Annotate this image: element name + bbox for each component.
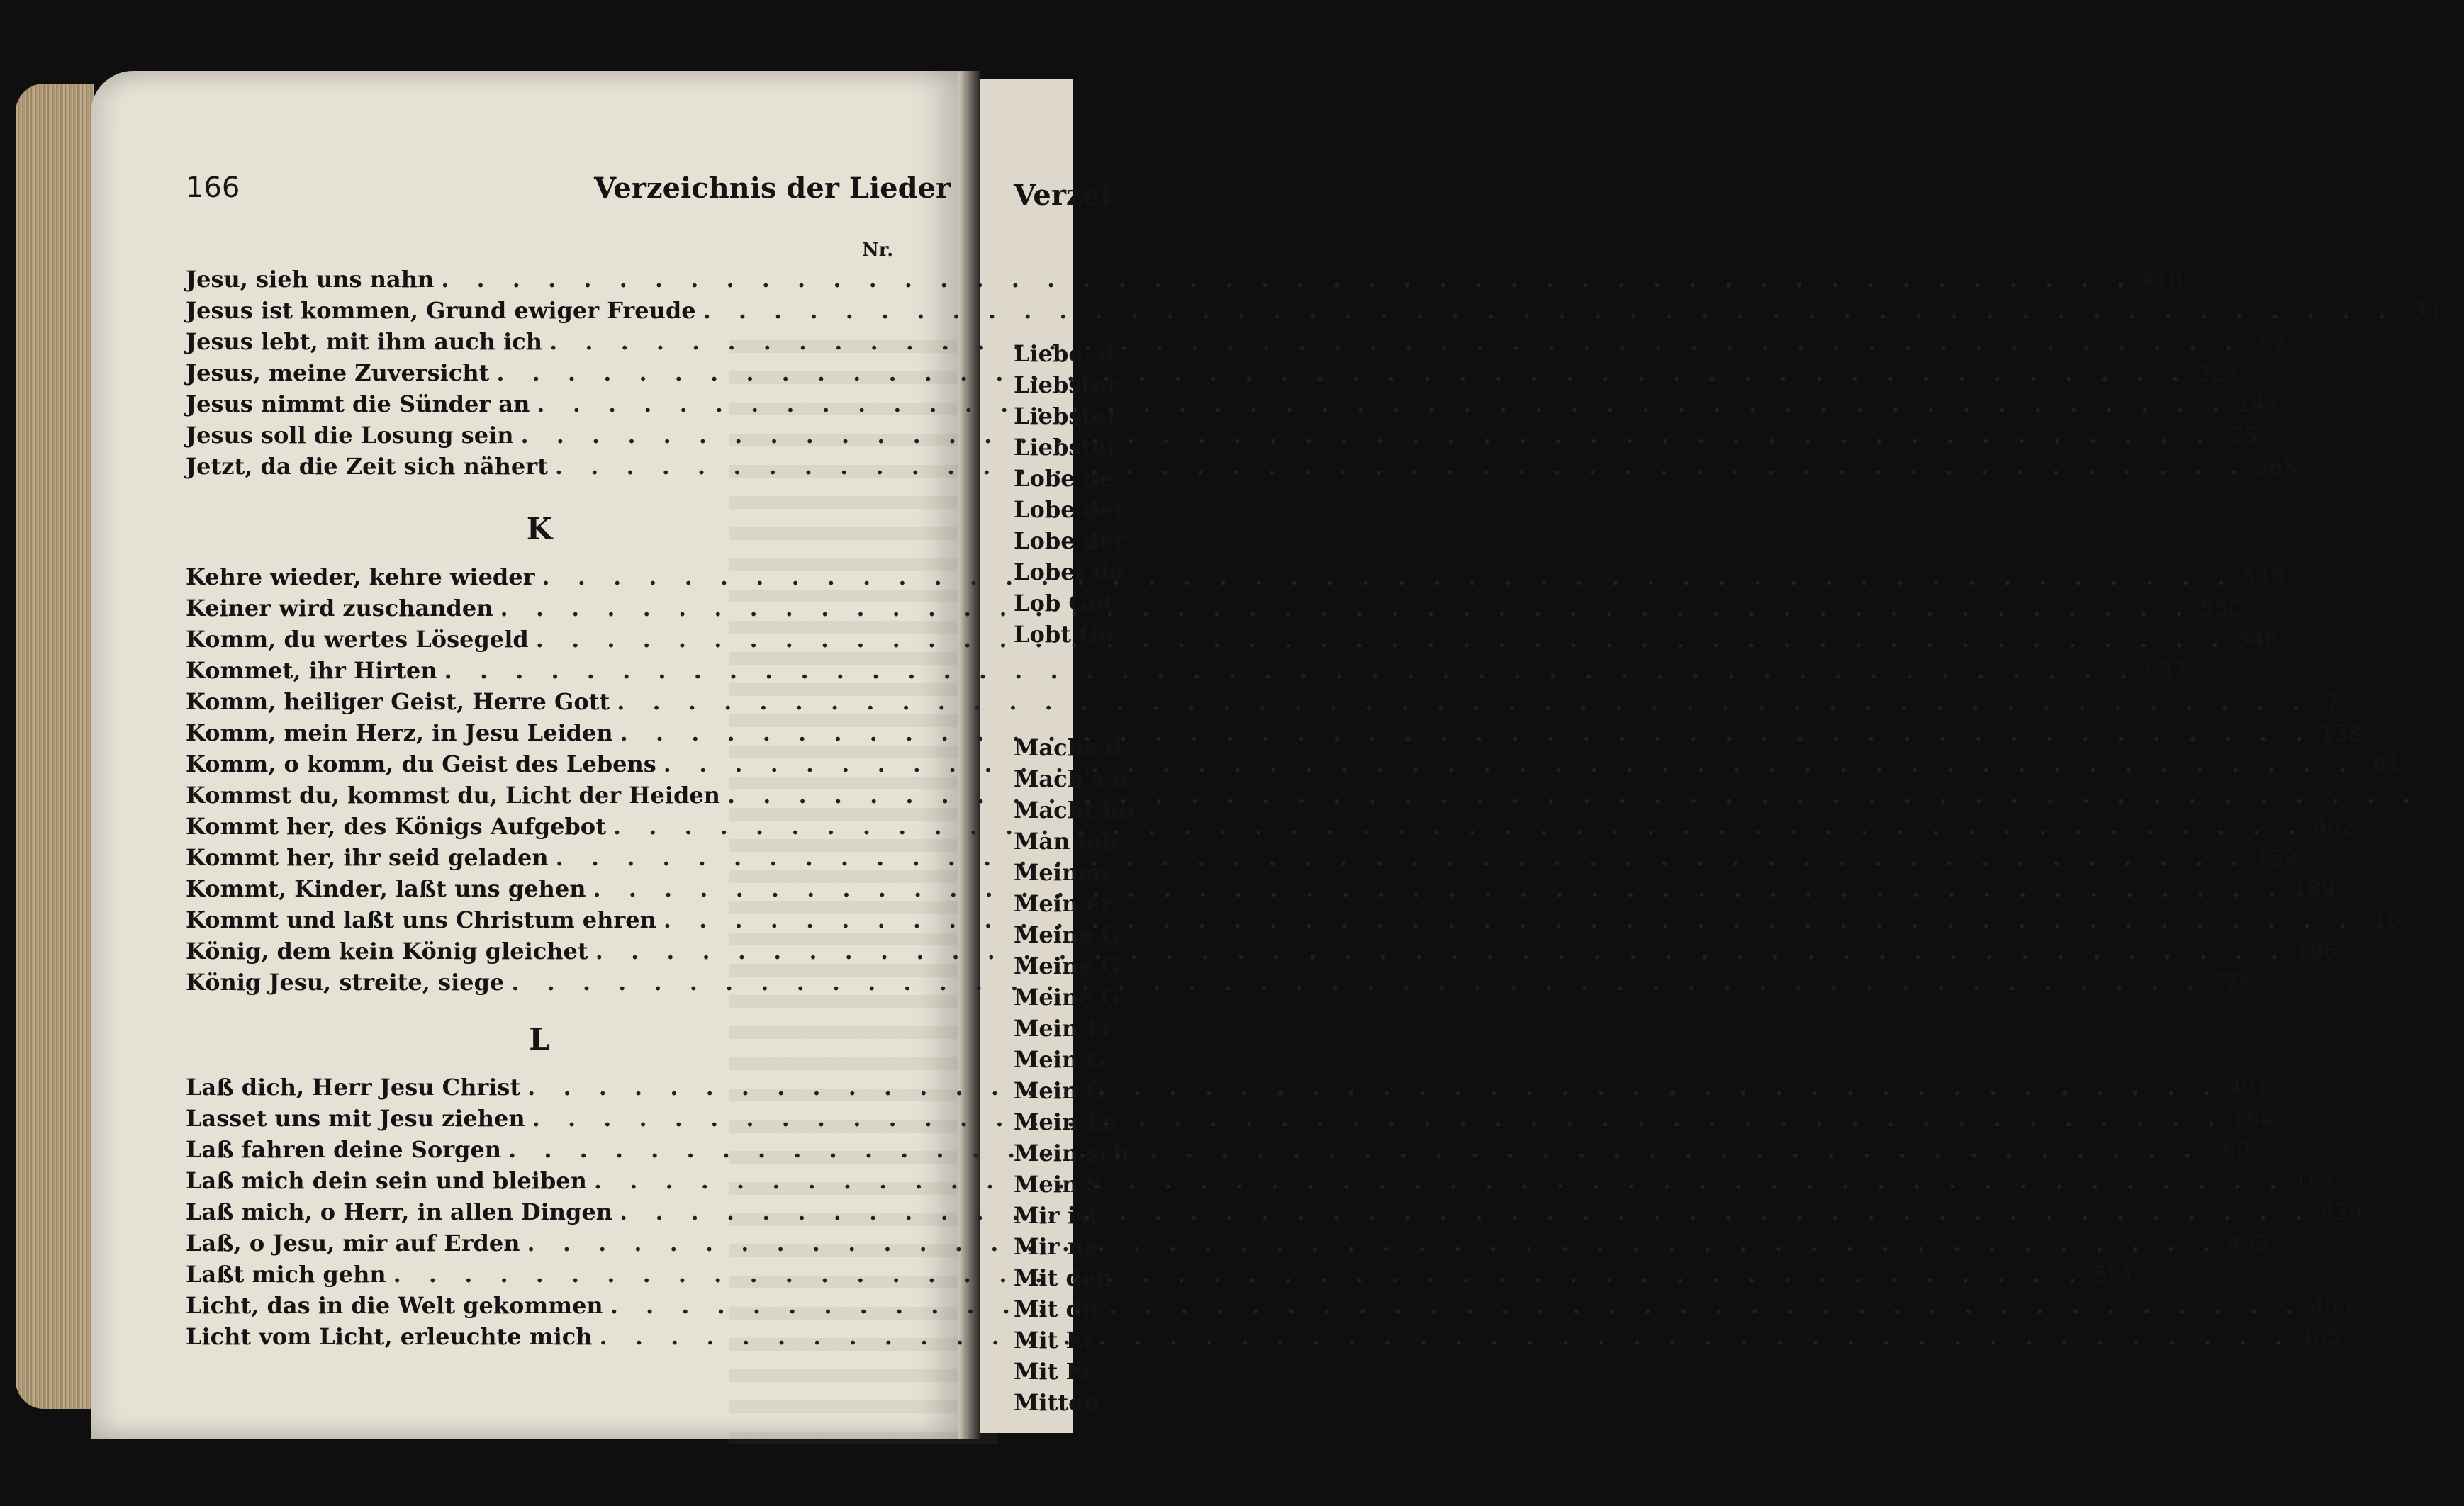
entry-title: Komm, heiliger Geist, Herre Gott — [186, 688, 610, 715]
page-title: Verzeichnis der Lieder — [594, 172, 951, 205]
next-page-line: Man lob — [1014, 828, 1118, 855]
entry-number: 346 — [2236, 627, 2278, 653]
next-page-line: Liebster — [1014, 403, 1119, 429]
leader-dots — [508, 1134, 2201, 1165]
next-page-line: Meine G — [1014, 953, 1121, 979]
leader-dots — [593, 873, 2285, 904]
next-page-line: Mit den — [1014, 1264, 1113, 1291]
next-page-line: Mir na — [1014, 1233, 1099, 1260]
page-number: 166 — [186, 172, 240, 204]
entry-title: Kommt und laßt uns Christum ehren — [186, 906, 656, 933]
entry-number: 75 — [2326, 690, 2354, 715]
entry-title: Lasset uns mit Jesu ziehen — [186, 1105, 525, 1132]
next-page-line: Lobe der — [1014, 527, 1126, 554]
leader-dots — [663, 748, 2356, 780]
next-page-line: Mein G — [1014, 1046, 1106, 1073]
entry-title: Jetzt, da die Zeit sich nähert — [186, 453, 548, 480]
entry-title: König, dem kein König gleichet — [186, 938, 588, 965]
leader-dots — [536, 624, 2229, 655]
next-page-line: Mit dir — [1014, 1296, 1102, 1322]
leader-dots — [595, 935, 2288, 967]
leader-dots — [527, 1072, 2220, 1103]
entry-title: Jesus, meine Zuversicht — [186, 359, 490, 386]
entry-number: 25 — [2229, 423, 2258, 449]
next-page-line: Mit Fr — [1014, 1358, 1094, 1385]
leader-dots — [511, 967, 2204, 998]
entry-number: 405 — [2299, 1325, 2342, 1350]
leader-dots — [727, 780, 2420, 811]
entry-number: 491 — [2227, 1075, 2270, 1101]
index-entry — [186, 686, 2354, 717]
leader-dots — [620, 1196, 2312, 1227]
entry-number: 376 — [2211, 970, 2253, 996]
leader-dots — [556, 842, 2249, 873]
next-page-line: Liebster — [1014, 371, 1119, 398]
entry-number: 439 — [2319, 1200, 2362, 1225]
entry-number: 161 — [2294, 1169, 2336, 1194]
entry-number: 2 — [2450, 783, 2464, 809]
entry-title: Komm, du wertes Lösegeld — [186, 626, 529, 653]
entry-title: Laßt mich gehn — [186, 1261, 386, 1288]
leader-dots — [500, 592, 2193, 624]
page-edge-stack — [16, 84, 94, 1409]
next-page-line: Mein sch — [1014, 1140, 1130, 1167]
next-page-line: Meinen — [1014, 859, 1109, 886]
entry-title: Kehre wieder, kehre wieder — [186, 563, 535, 590]
section-letter-heading: L — [529, 1022, 550, 1057]
entry-title: Laß mich dein sein und bleiben — [186, 1167, 587, 1194]
next-page-line: Lobet de — [1014, 558, 1124, 585]
leader-dots — [600, 1321, 2292, 1352]
entry-title: Licht, das in die Welt gekommen — [186, 1292, 603, 1319]
leader-dots — [703, 295, 2396, 326]
entry-title: Jesus nimmt die Sünder an — [186, 390, 530, 417]
section-letter-heading: K — [526, 512, 553, 546]
leader-dots — [620, 717, 2313, 748]
entry-number: 81 — [2372, 752, 2401, 777]
leader-dots — [613, 811, 2306, 842]
next-page-line: Mitten — [1014, 1389, 1099, 1416]
leader-dots — [527, 1227, 2220, 1259]
entry-title: Kommet, ihr Hirten — [186, 657, 437, 684]
entry-title: Licht vom Licht, erleuchte mich — [186, 1323, 593, 1350]
entry-number: 147 — [2236, 392, 2279, 417]
next-page-line: Mein er — [1014, 890, 1113, 917]
next-page-line: Mein Fr — [1014, 1015, 1114, 1042]
entry-title: Jesus soll die Losung sein — [186, 422, 514, 449]
entry-number: 327 — [2196, 361, 2239, 386]
next-page-line: Lobe der — [1014, 496, 1126, 523]
entry-number: 550 — [2200, 596, 2243, 622]
leader-dots — [520, 420, 2213, 451]
entry-title: Keiner wird zuschanden — [186, 595, 493, 622]
entry-title: Jesus lebt, mit ihm auch ich — [186, 328, 543, 355]
entry-title: Komm, mein Herz, in Jesu Leiden — [186, 719, 613, 746]
entry-number: 33 — [2412, 298, 2440, 324]
entry-number: 418 — [2141, 267, 2183, 293]
leader-dots — [617, 686, 2309, 717]
next-page-line: Lobt Go — [1014, 621, 1114, 648]
next-page-line: Meine G — [1014, 921, 1121, 948]
leader-dots — [441, 264, 2134, 295]
entry-number: 537 — [2144, 658, 2187, 684]
entry-title: Laß fahren deine Sorgen — [186, 1136, 502, 1163]
leader-dots — [532, 1103, 2225, 1134]
leader-dots — [393, 1259, 2086, 1290]
next-page-line: Mach's n — [1014, 765, 1129, 792]
index-entry — [186, 264, 2183, 295]
entry-title: Kommt, Kinder, laßt uns gehen — [186, 875, 586, 902]
entry-title: Laß mich, o Herr, in allen Dingen — [186, 1198, 613, 1225]
next-page-line: Mein Le — [1014, 1108, 1117, 1135]
next-page-line: Mit Er — [1014, 1327, 1095, 1354]
index-entry — [186, 295, 2440, 326]
next-page-line: Macht ho — [1014, 797, 1134, 824]
leader-dots — [549, 326, 2242, 357]
entry-number: 189 — [2292, 877, 2335, 902]
leader-dots — [594, 1165, 2287, 1196]
entry-title: Kommt her, des Königs Aufgebot — [186, 813, 606, 840]
entry-number: 560 — [2208, 1137, 2251, 1163]
leader-dots — [663, 904, 2356, 935]
leader-dots — [444, 655, 2137, 686]
leader-dots — [542, 561, 2235, 592]
entry-title: Komm, o komm, du Geist des Lebens — [186, 751, 656, 777]
number-column-label: Nr. — [862, 240, 894, 261]
entry-title: König Jesu, streite, siege — [186, 969, 505, 996]
entry-title: Laß, o Jesu, mir auf Erden — [186, 1230, 520, 1257]
entry-number: 164 — [2232, 1106, 2275, 1132]
next-page-line: Lobe de — [1014, 465, 1114, 492]
leader-dots — [537, 388, 2229, 420]
next-page-line: Mache d — [1014, 734, 1122, 761]
next-page-line: Mein G — [1014, 1077, 1106, 1104]
entry-number: 139 — [2255, 845, 2298, 871]
entry-title: Kommst du, kommst du, Licht der Heiden — [186, 782, 720, 809]
entry-number: 402 — [2313, 814, 2356, 840]
next-page-header: Verzei — [1014, 179, 1111, 212]
next-page-line: Liebster — [1014, 434, 1119, 461]
entry-number: 16 — [2372, 908, 2401, 933]
entry-number: 400 — [2310, 1293, 2353, 1319]
leader-dots — [610, 1290, 2303, 1321]
entry-number: 581 — [2093, 1262, 2136, 1288]
next-page-line: Mein S — [1014, 1171, 1103, 1198]
entry-number: 549 — [2241, 565, 2285, 590]
entry-number: 67 — [2258, 330, 2287, 355]
entry-title: Laß dich, Herr Jesu Christ — [186, 1074, 521, 1101]
entry-title: Jesus ist kommen, Grund ewiger Freude — [186, 297, 696, 324]
next-page-line: Mir ist — [1014, 1202, 1099, 1229]
entry-number: 138 — [2320, 721, 2363, 746]
entry-number: 365 — [2255, 454, 2297, 480]
leader-dots — [555, 451, 2248, 482]
entry-number: 186 — [2295, 939, 2338, 965]
entry-title: Kommt her, ihr seid geladen — [186, 844, 549, 871]
next-page-line: Lob Got — [1014, 590, 1114, 617]
leader-dots — [496, 357, 2189, 388]
entry-number: 433 — [2227, 1231, 2270, 1257]
next-page-line: Meine G — [1014, 984, 1121, 1011]
next-page-line: Liebe, d — [1014, 340, 1115, 367]
index-entry — [186, 655, 2187, 686]
entry-title: Jesu, sieh uns nahn — [186, 266, 435, 293]
